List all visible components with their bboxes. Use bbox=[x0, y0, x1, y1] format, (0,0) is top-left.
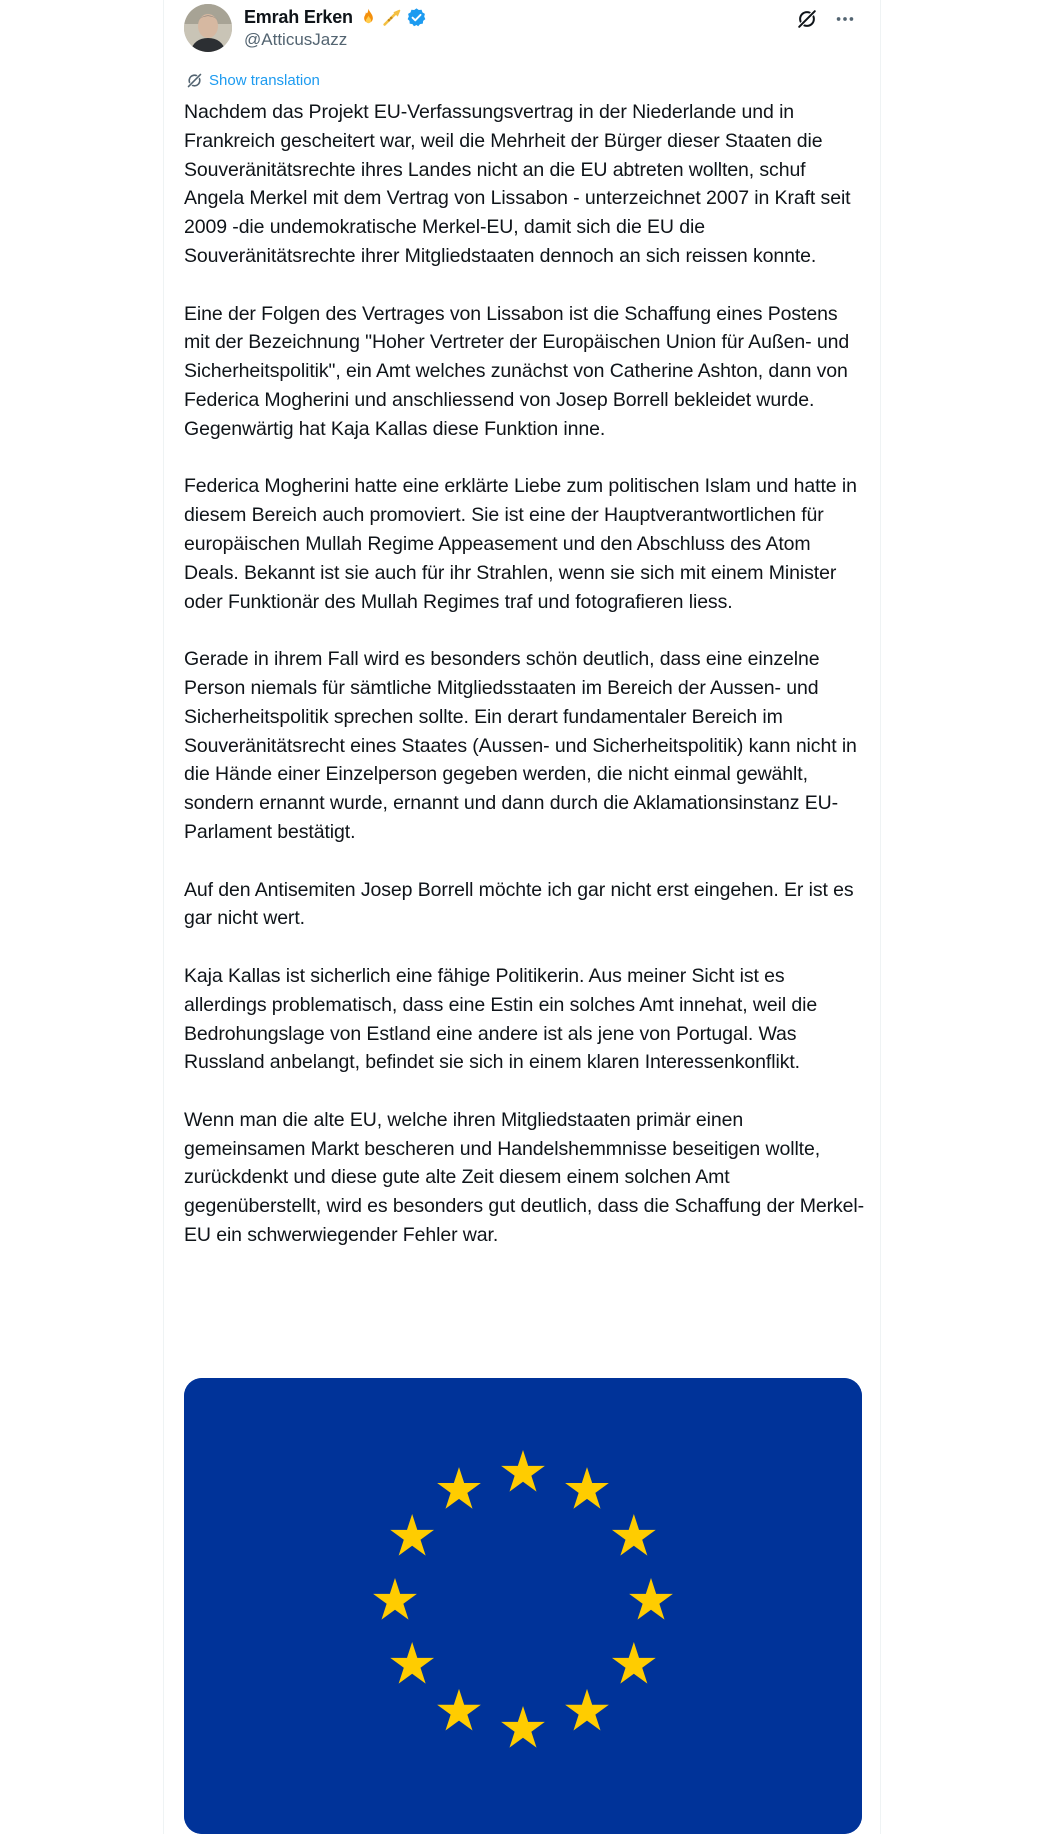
show-translation-label[interactable]: Show translation bbox=[209, 72, 320, 89]
post-paragraph: Eine der Folgen des Vertrages von Lissabon ist die Schaffung eines Postens mit der Bezeichnung "Hoher Vertreter der Europäischen Union für Außen- und Sicherheitspolitik", ein Amt welches zunächst von Catherine Ashton, dann von Federica Mogherini und anschliessend von Josep Borrell bekleidet wurde. Gegenwärtig hat Kaja Kallas diese Funktion inne. bbox=[184, 302, 855, 440]
post-paragraph: Gerade in ihrem Fall wird es besonders schön deutlich, dass eine einzelne Person niemals für sämtliche Mitgliedsstaaten im Bereich der Aussen- und Sicherheitspolitik sprechen sollte. Ein derart fundamentaler Bereich im Souveränitätsrecht eines Staates (Aussen- und Sicherheitspolitik) kann nicht in die Hände einer Einzelperson gegeben werden, die nicht einmal gewählt, sondern ernannt wurde, ernannt und dann durch die Aklamationsinstanz EU-Parlament bestätigt. bbox=[184, 648, 863, 843]
grok-translate-icon bbox=[186, 72, 203, 89]
fire-emoji-icon bbox=[358, 7, 379, 28]
trumpet-emoji-icon bbox=[382, 7, 403, 28]
post-paragraph: Kaja Kallas ist sicherlich eine fähige Politikerin. Aus meiner Sicht ist es allerdings problematisch, dass eine Estin ein solches Amt innehat, weil die Bedrohungslage von Estland eine andere ist als jene von Portugal. Was Russland anbelangt, befindet sie sich in einem klaren Interessenkonflikt. bbox=[184, 964, 823, 1074]
eu-flag-image bbox=[184, 1378, 862, 1834]
more-icon bbox=[834, 8, 856, 30]
display-name[interactable]: Emrah Erken bbox=[244, 6, 353, 27]
show-translation-link[interactable] bbox=[186, 72, 320, 89]
avatar[interactable] bbox=[184, 4, 232, 52]
grok-icon bbox=[796, 8, 818, 30]
post-paragraph: Nachdem das Projekt EU-Verfassungsvertrag in der Niederlande und in Frankreich gescheitert war, weil die Mehrheit der Bürger dieser Staaten die Souveränitätsrechte ihres Landes nicht an die EU abtreten wollten, schuf Angela Merkel mit dem Vertrag von Lissabon - unterzeichnet 2007 in Kraft seit 2009 -die undemokratische Merkel-EU, damit sich die EU die Souveränitätsrechte ihrer Mitgliedstaaten dennoch an sich reissen konnte. bbox=[184, 101, 856, 267]
top-actions bbox=[792, 4, 860, 34]
grok-button[interactable] bbox=[792, 4, 822, 34]
tweet bbox=[163, 0, 881, 1834]
post-paragraph: Wenn man die alte EU, welche ihren Mitgliedstaaten primär einen gemeinsamen Markt bescheren und Handelshemmnisse beseitigen wollte, zurückdenkt und diese gute alte Zeit diesem einem solchen Amt gegenüberstellt, wird es besonders gut deutlich, dass die Schaffung der Merkel-EU ein schwerwiegender Fehler war. bbox=[184, 1108, 865, 1247]
author-handle[interactable]: @AtticusJazz bbox=[244, 30, 348, 49]
verified-badge-icon bbox=[406, 7, 427, 28]
post-image[interactable] bbox=[184, 1378, 862, 1834]
post-paragraph: Auf den Antisemiten Josep Borrell möchte ich gar nicht erst eingehen. Er ist es gar nicht wert. bbox=[184, 878, 859, 930]
post-text bbox=[184, 98, 868, 1250]
post-paragraph: Federica Mogherini hatte eine erklärte Liebe zum politischen Islam und hatte in diesem Bereich auch promoviert. Sie ist eine der Hauptverantwortlichen für europäischen Mullah Regime Appeasement und den Abschluss des Atom Deals. Bekannt ist sie auch für ihr Strahlen, wenn sie sich mit einem Minister oder Funktionär des Mullah Regimes traf und fotografieren liess. bbox=[184, 475, 863, 613]
more-button[interactable] bbox=[830, 4, 860, 34]
author-name-row bbox=[244, 5, 427, 29]
